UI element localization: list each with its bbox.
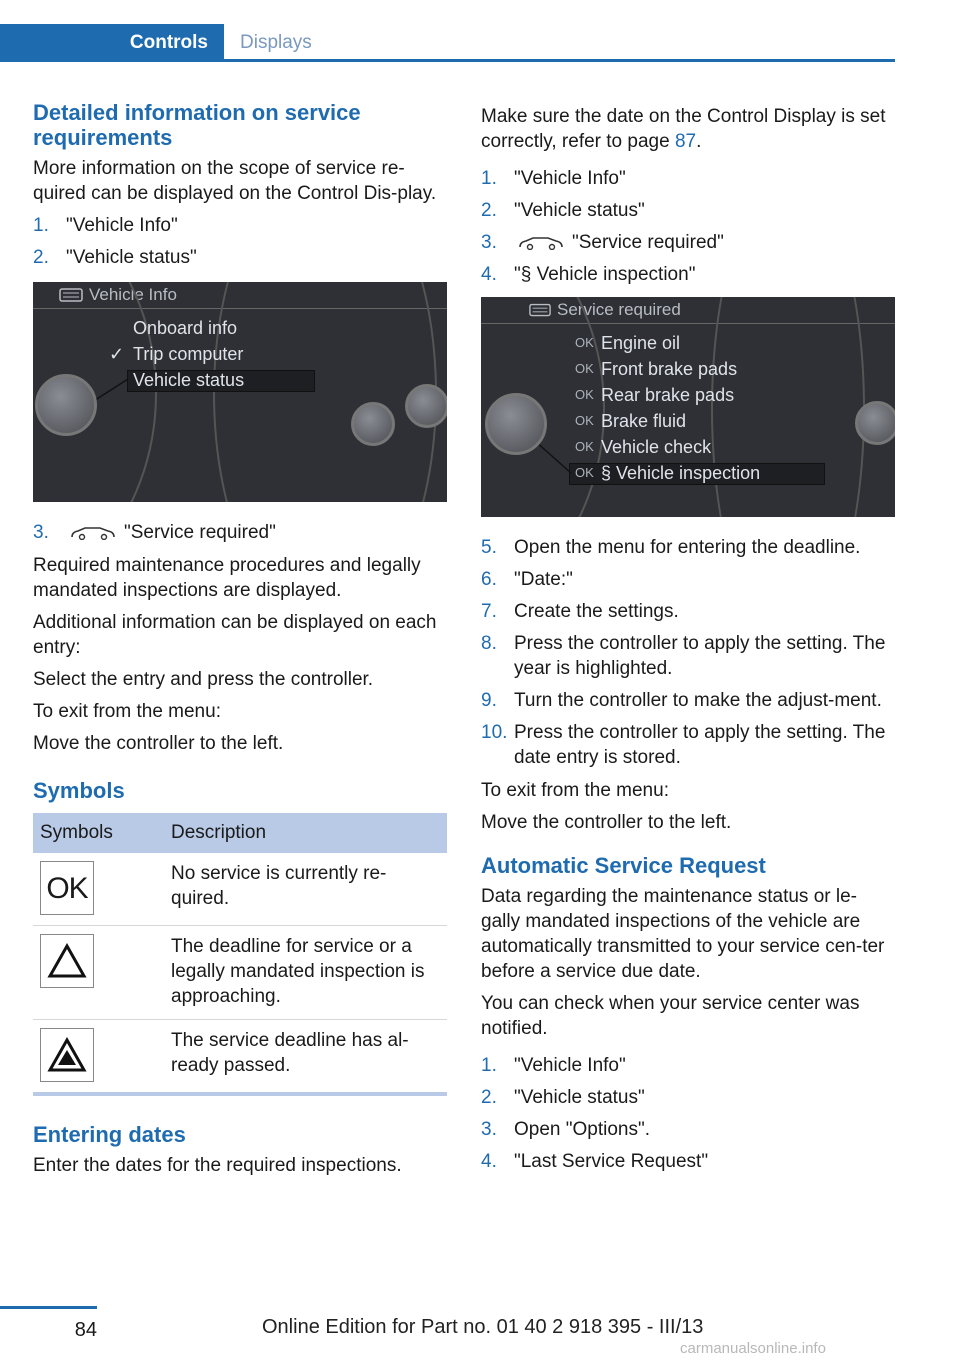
step-text: "Service required": [124, 522, 276, 543]
step-number: 4.: [481, 264, 497, 285]
paragraph: Enter the dates for the required inspections.: [33, 1155, 402, 1176]
warning-triangle-filled-icon: [40, 1028, 94, 1082]
list-item: [481, 631, 895, 681]
section-heading-symbols: Symbols: [33, 778, 125, 803]
list-item: [481, 688, 895, 713]
table-cell-description: The service deadline has al-ready passed.: [164, 1020, 447, 1095]
menu-item-trip-computer: Trip computer: [133, 344, 244, 364]
table-header-row: [33, 813, 447, 853]
list-item: [481, 720, 895, 770]
list-item: [481, 262, 895, 287]
page-number: 84: [0, 1306, 97, 1342]
check-icon: ✓: [109, 344, 125, 364]
list-item: [33, 213, 447, 238]
table-cell-description: No service is currently re-quired.: [164, 853, 447, 926]
table-header-description: Description: [164, 813, 447, 853]
step-number: 7.: [481, 601, 497, 622]
step-number: 6.: [481, 569, 497, 590]
step-text: "Vehicle status": [514, 200, 645, 221]
step-number: 1.: [481, 168, 497, 189]
edition-footer: Online Edition for Part no. 01 40 2 918 395 - III/13: [262, 1316, 704, 1338]
list-item: [481, 567, 895, 592]
menu-item-engine-oil: Engine oil: [601, 333, 681, 353]
menu-item-vehicle-inspection: § Vehicle inspection: [601, 463, 761, 483]
step-number: 2.: [33, 247, 49, 268]
list-item: [481, 599, 895, 624]
page-link[interactable]: 87: [674, 131, 697, 152]
table-row: [33, 1020, 447, 1095]
step-number: 3.: [481, 1119, 497, 1140]
ok-label: OK: [575, 387, 594, 402]
step-text: "Vehicle Info": [514, 168, 626, 189]
header-bar: [0, 0, 895, 62]
watermark: carmanualsonline.info: [680, 1340, 826, 1357]
list-item: [481, 166, 895, 191]
ok-label: OK: [575, 335, 594, 350]
step-text: Turn the controller to make the adjust-ment.: [514, 690, 882, 711]
step-text: Press the controller to apply the setting. The year is highlighted.: [514, 633, 886, 679]
car-service-icon: [70, 526, 116, 540]
list-item: [481, 1053, 895, 1078]
step-text: "Vehicle status": [66, 247, 197, 268]
ok-label: OK: [575, 465, 594, 480]
section-heading-automatic-service-request: Automatic Service Request: [481, 853, 766, 878]
table-row: [33, 926, 447, 1020]
tab-displays[interactable]: Displays: [240, 32, 312, 53]
paragraph: Move the controller to the left.: [33, 733, 284, 754]
paragraph: Move the controller to the left.: [481, 812, 732, 833]
list-item: [481, 198, 895, 223]
step-text: Create the settings.: [514, 601, 679, 622]
screen-title: Vehicle Info: [33, 282, 447, 309]
screen-title: Service required: [481, 297, 895, 324]
side-button-icon: [855, 401, 895, 445]
menu-item-vehicle-check: Vehicle check: [601, 437, 712, 457]
step-number: 4.: [481, 1151, 497, 1172]
menu-item-vehicle-status: Vehicle status: [133, 370, 245, 390]
step-list: [481, 535, 895, 770]
section-heading-entering-dates: Entering dates: [33, 1122, 186, 1147]
ok-icon: OK: [40, 861, 94, 915]
step-number: 1.: [33, 215, 49, 236]
ok-label: OK: [575, 361, 594, 376]
tab-controls[interactable]: Controls: [0, 24, 224, 62]
list-item: [33, 245, 447, 270]
list-item: [481, 1149, 895, 1174]
service-required-screenshot: [481, 297, 895, 517]
step-number: 8.: [481, 633, 497, 654]
step-text: Open "Options".: [514, 1119, 651, 1140]
paragraph: To exit from the menu:: [33, 701, 221, 722]
table-cell-description: The deadline for service or a legally mandated inspection is approaching.: [164, 926, 447, 1020]
step-number: 5.: [481, 537, 497, 558]
step-text: "Date:": [514, 569, 573, 590]
controller-knob-icon: [35, 374, 97, 436]
step-text: "Last Service Request": [514, 1151, 709, 1172]
step-number: 3.: [33, 522, 49, 543]
menu-item-rear-brake-pads: Rear brake pads: [601, 385, 735, 405]
paragraph: Make sure the date on the Control Display is set correctly, refer to page 87.: [481, 106, 886, 152]
step-number: 2.: [481, 1087, 497, 1108]
table-row: [33, 853, 447, 926]
paragraph: Select the entry and press the controller.: [33, 669, 374, 690]
step-list: [33, 520, 447, 545]
step-list: [481, 166, 895, 287]
left-column: [33, 100, 447, 1185]
paragraph: Data regarding the maintenance status or le-gally mandated inspections of the vehicle are automatically transmitted to your service cen-ter before a service due date.: [481, 886, 885, 982]
menu-item-onboard-info: Onboard info: [133, 318, 238, 338]
paragraph: More information on the scope of service re-quired can be displayed on the Control Dis-play.: [33, 158, 437, 204]
list-item: [481, 1117, 895, 1142]
paragraph: To exit from the menu:: [481, 780, 669, 801]
step-text: "Service required": [572, 232, 724, 253]
menu-item-brake-fluid: Brake fluid: [601, 411, 687, 431]
side-button-icon: [405, 384, 447, 428]
step-text: "§ Vehicle inspection": [514, 264, 696, 285]
right-column: [481, 104, 895, 1182]
step-list: [33, 213, 447, 270]
list-item: [481, 535, 895, 560]
section-heading-detailed-info: Detailed information on service requirements: [33, 100, 361, 150]
step-text: Press the controller to apply the setting. The date entry is stored.: [514, 722, 886, 768]
paragraph: Additional information can be displayed on each entry:: [33, 612, 437, 658]
step-text: "Vehicle Info": [514, 1055, 626, 1076]
menu-item-front-brake-pads: Front brake pads: [601, 359, 738, 379]
ok-label: OK: [575, 413, 594, 428]
display-arc: [213, 282, 437, 502]
step-text: "Vehicle status": [514, 1087, 645, 1108]
list-item: [33, 520, 447, 545]
paragraph: Required maintenance procedures and legally mandated inspections are displayed.: [33, 555, 421, 601]
car-service-icon: [518, 236, 564, 250]
paragraph: You can check when your service center was notified.: [481, 993, 860, 1039]
step-number: 10.: [481, 722, 508, 743]
step-text: "Vehicle Info": [66, 215, 178, 236]
ok-label: OK: [575, 439, 594, 454]
controller-knob-icon: [485, 393, 547, 455]
list-item: [481, 1085, 895, 1110]
warning-triangle-icon: [40, 934, 94, 988]
symbols-table: [33, 813, 447, 1096]
step-number: 1.: [481, 1055, 497, 1076]
vehicle-info-screenshot: [33, 282, 447, 502]
table-header-symbols: Symbols: [33, 813, 164, 853]
list-item: [481, 230, 895, 255]
step-text: Open the menu for entering the deadline.: [514, 537, 861, 558]
step-number: 3.: [481, 232, 497, 253]
step-list: [481, 1053, 895, 1174]
side-button-icon: [351, 402, 395, 446]
step-number: 2.: [481, 200, 497, 221]
step-number: 9.: [481, 690, 497, 711]
